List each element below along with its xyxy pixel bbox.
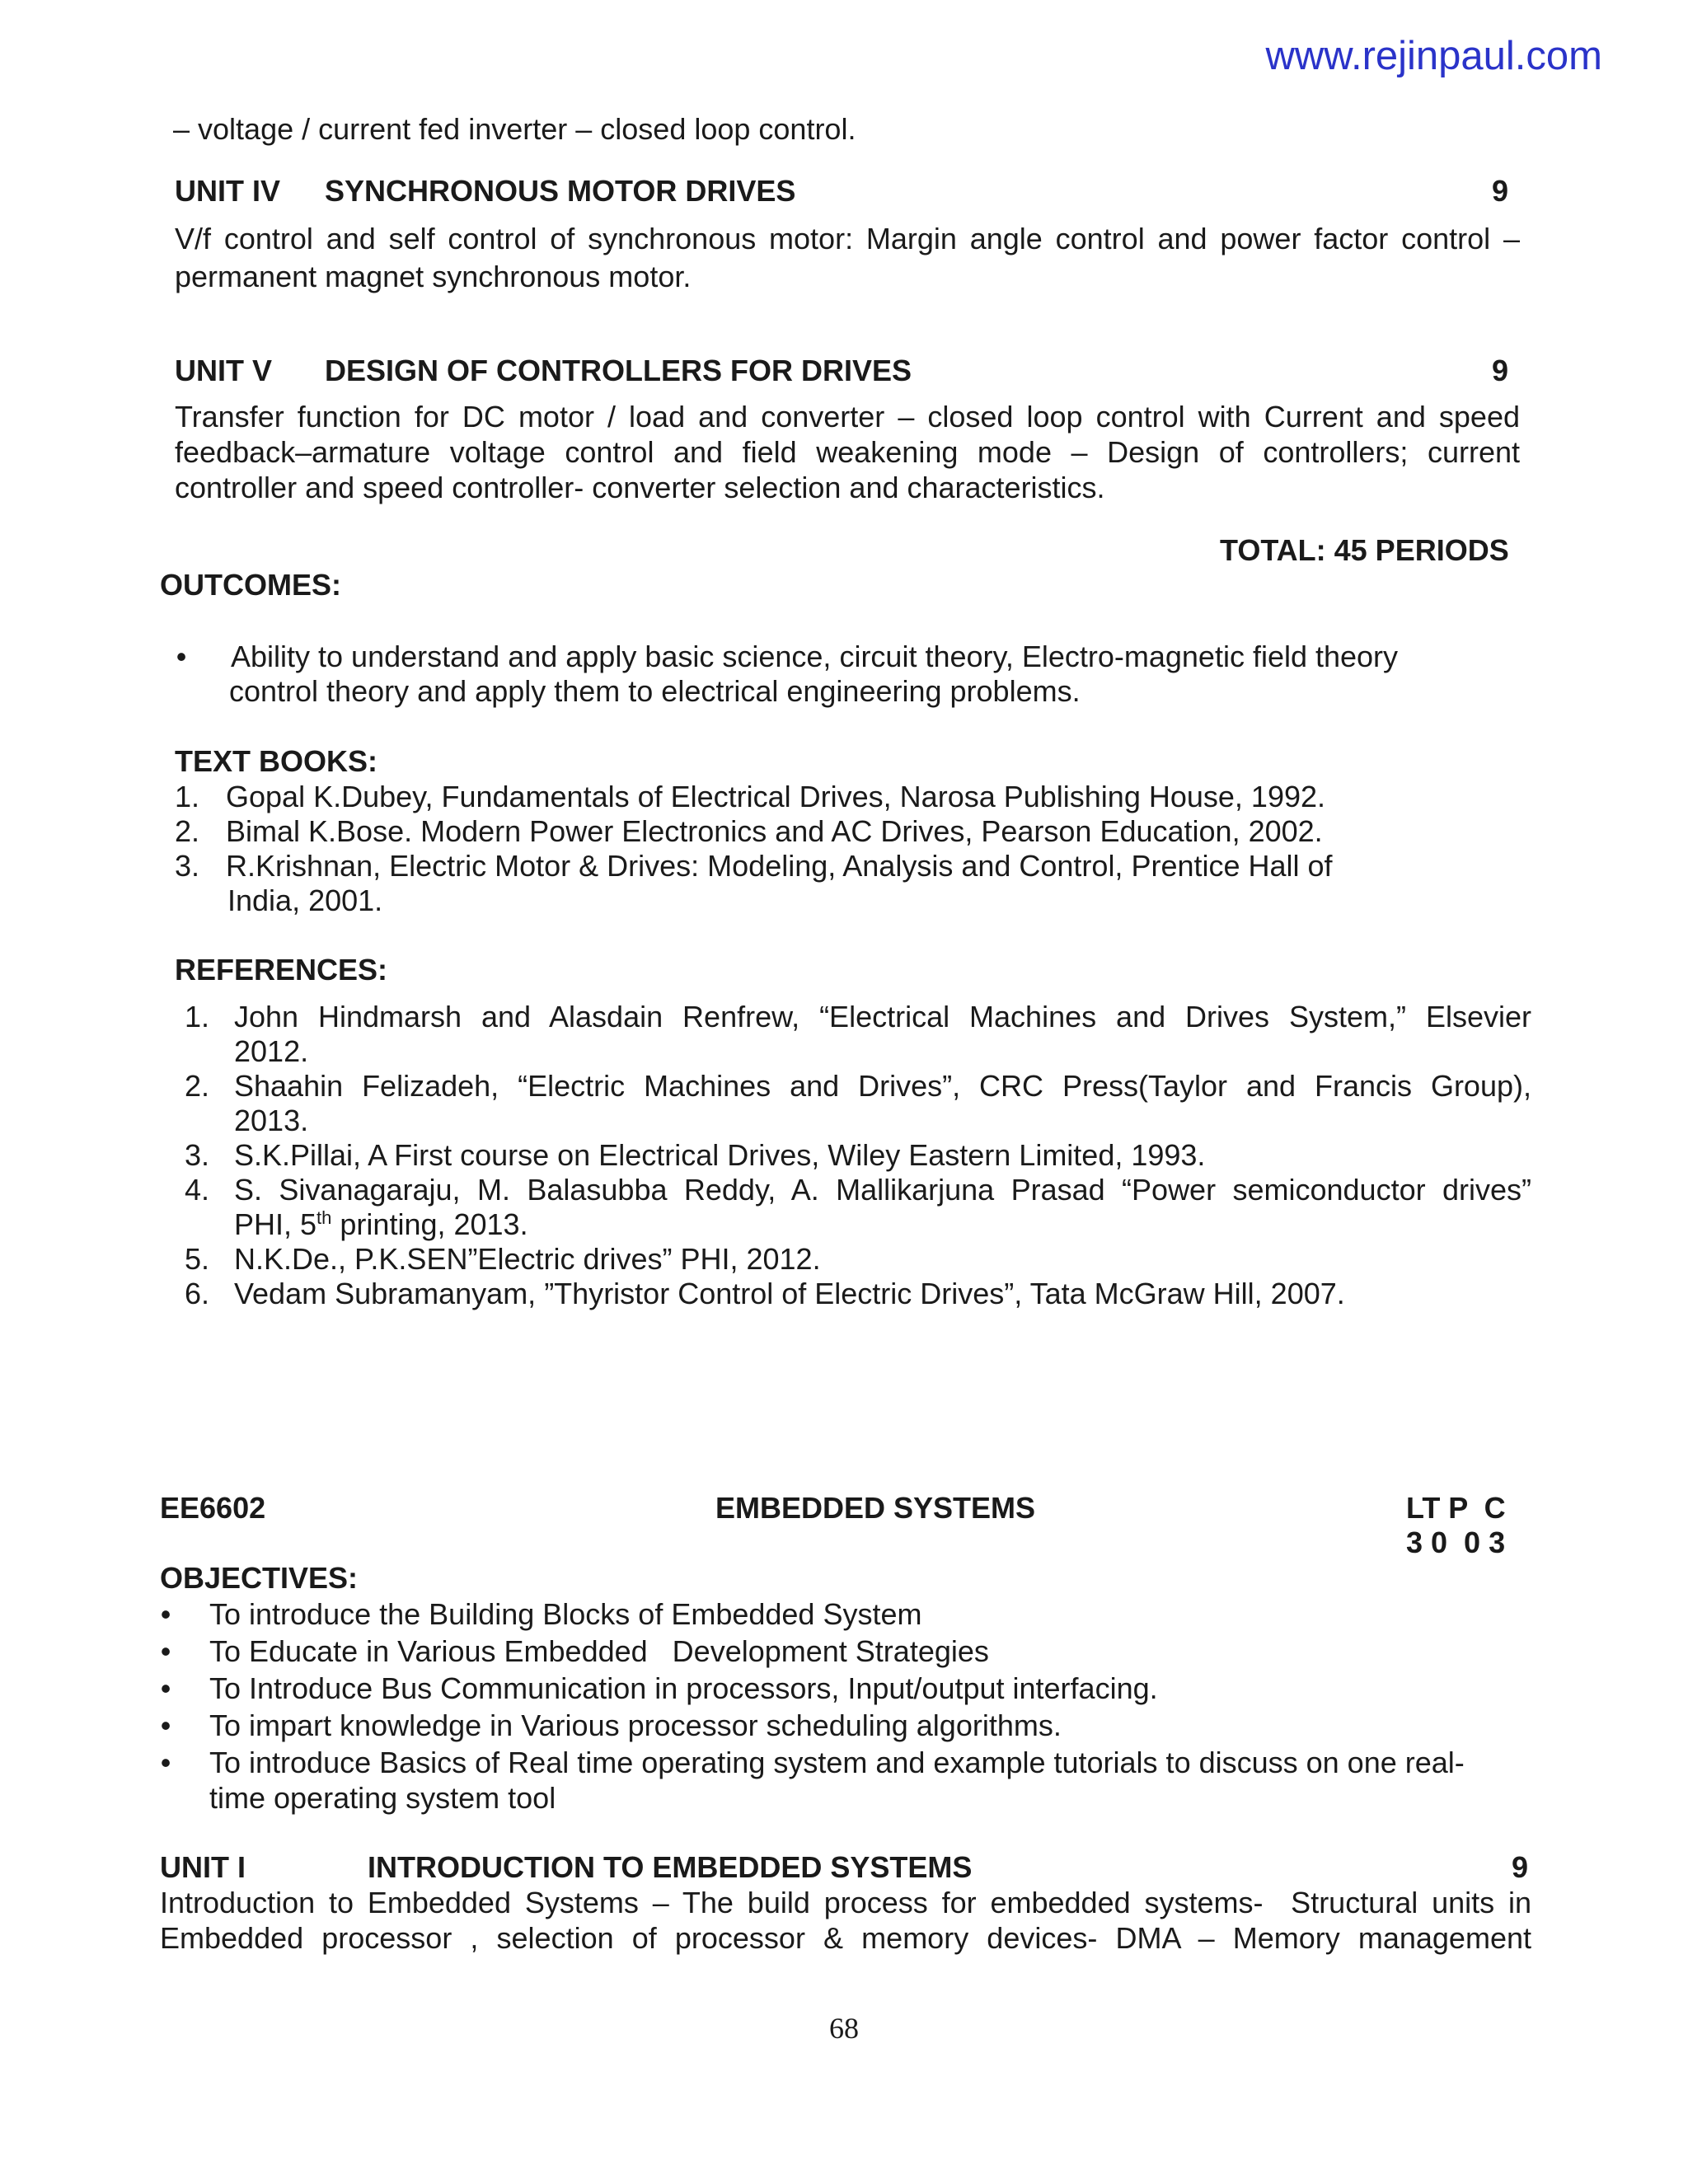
reference-num: 6.	[185, 1277, 210, 1310]
references-heading: REFERENCES:	[175, 953, 388, 987]
textbooks-heading: TEXT BOOKS:	[175, 744, 378, 778]
objective-item: To Educate in Various Embedded Development Strategies	[209, 1634, 989, 1668]
reference-num: 1.	[185, 1000, 210, 1033]
unit5-body-line3: controller and speed controller- converter selection and characteristics.	[175, 471, 1105, 504]
objective-bullet: •	[160, 1671, 171, 1705]
unit4-body-line2: permanent magnet synchronous motor.	[175, 260, 692, 293]
textbook-num: 2.	[175, 814, 200, 848]
objective-item: To introduce the Building Blocks of Embedded System	[209, 1597, 922, 1631]
unit5-title: DESIGN OF CONTROLLERS FOR DRIVES	[325, 354, 912, 387]
textbook-item: R.Krishnan, Electric Motor & Drives: Modeling, Analysis and Control, Prentice Hall of	[226, 849, 1333, 883]
reference-item: S. Sivanagaraju, M. Balasubba Reddy, A. Mallikarjuna Prasad “Power semiconductor drives”	[234, 1173, 1531, 1207]
textbook-item-cont: India, 2001.	[227, 883, 383, 917]
carry-line: – voltage / current fed inverter – closed loop control.	[173, 112, 856, 146]
objective-bullet: •	[160, 1746, 171, 1779]
reference-num: 5.	[185, 1242, 210, 1276]
textbook-num: 3.	[175, 849, 200, 883]
unit5-label: UNIT V	[175, 354, 273, 387]
course-ltpc-label: LT P C	[1406, 1491, 1506, 1525]
site-url[interactable]: www.rejinpaul.com	[1265, 34, 1602, 78]
reference-cont-pre: PHI, 5	[234, 1207, 317, 1241]
reference-item: Vedam Subramanyam, ”Thyristor Control of Electric Drives”, Tata McGraw Hill, 2007.	[234, 1277, 1345, 1310]
unit5-body-line1: Transfer function for DC motor / load and converter – closed loop control with Current and speed	[175, 400, 1520, 434]
outcomes-bullet: •	[176, 640, 187, 673]
objective-item: To Introduce Bus Communication in processors, Input/output interfacing.	[209, 1671, 1158, 1705]
unit1-body-line2: Embedded processor , selection of processor & memory devices- DMA – Memory management	[160, 1921, 1531, 1955]
textbook-item: Bimal K.Bose. Modern Power Electronics and AC Drives, Pearson Education, 2002.	[226, 814, 1323, 848]
unit4-hours: 9	[1492, 174, 1509, 208]
outcomes-line2: control theory and apply them to electrical engineering problems.	[229, 674, 1081, 708]
reference-item-cont: 2013.	[234, 1104, 309, 1137]
reference-num: 3.	[185, 1138, 210, 1172]
reference-num: 2.	[185, 1069, 210, 1103]
page-number: 68	[829, 2012, 859, 2045]
objectives-heading: OBJECTIVES:	[160, 1561, 359, 1595]
textbook-num: 1.	[175, 780, 200, 813]
reference-item-cont: 2012.	[234, 1034, 309, 1068]
reference-item: John Hindmarsh and Alasdain Renfrew, “Electrical Machines and Drives System,” Elsevier	[234, 1000, 1531, 1033]
unit4-body-line1: V/f control and self control of synchronous motor: Margin angle control and power factor control –	[175, 222, 1520, 255]
outcomes-heading: OUTCOMES:	[160, 568, 341, 602]
reference-item-cont	[234, 1207, 528, 1242]
unit4-title: SYNCHRONOUS MOTOR DRIVES	[325, 174, 796, 208]
unit5-body-line2: feedback–armature voltage control and field weakening mode – Design of controllers; current	[175, 435, 1520, 469]
reference-cont-post: printing, 2013.	[331, 1207, 528, 1241]
reference-item: Shaahin Felizadeh, “Electric Machines and Drives”, CRC Press(Taylor and Francis Group),	[234, 1069, 1531, 1103]
objective-bullet: •	[160, 1708, 171, 1742]
unit4-label: UNIT IV	[175, 174, 281, 208]
objective-item: To impart knowledge in Various processor scheduling algorithms.	[209, 1708, 1062, 1742]
reference-item: S.K.Pillai, A First course on Electrical Drives, Wiley Eastern Limited, 1993.	[234, 1138, 1206, 1172]
unit5-hours: 9	[1492, 354, 1509, 387]
course-ltpc-values: 3 0 0 3	[1406, 1526, 1506, 1559]
reference-item: N.K.De., P.K.SEN”Electric drives” PHI, 2012.	[234, 1242, 821, 1276]
unit1-title: INTRODUCTION TO EMBEDDED SYSTEMS	[368, 1850, 973, 1884]
objective-item: To introduce Basics of Real time operating system and example tutorials to discuss on one real-	[209, 1746, 1465, 1779]
course-title: EMBEDDED SYSTEMS	[715, 1491, 1036, 1525]
objective-bullet: •	[160, 1597, 171, 1631]
course-code: EE6602	[160, 1491, 266, 1525]
unit1-label: UNIT I	[160, 1850, 246, 1884]
textbook-item: Gopal K.Dubey, Fundamentals of Electrical Drives, Narosa Publishing House, 1992.	[226, 780, 1326, 813]
unit1-hours: 9	[1512, 1850, 1529, 1884]
objective-bullet: •	[160, 1634, 171, 1668]
outcomes-line1: Ability to understand and apply basic science, circuit theory, Electro-magnetic field theory	[231, 640, 1399, 673]
reference-num: 4.	[185, 1173, 210, 1207]
unit1-body-line1: Introduction to Embedded Systems – The build process for embedded systems- Structural units in	[160, 1886, 1531, 1919]
total-periods: TOTAL: 45 PERIODS	[1220, 533, 1509, 567]
objective-item-cont: time operating system tool	[209, 1781, 556, 1815]
reference-cont-sup: th	[316, 1207, 332, 1228]
